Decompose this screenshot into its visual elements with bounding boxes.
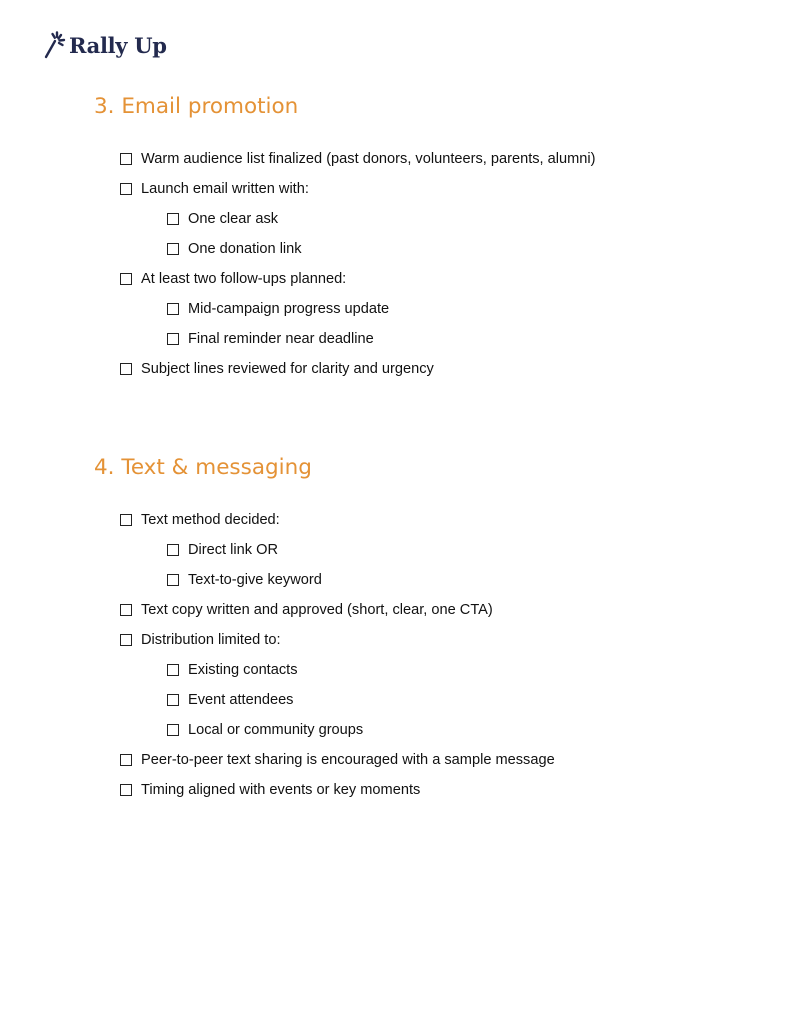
checkbox[interactable] [120,363,132,375]
checkbox[interactable] [120,754,132,766]
checkbox[interactable] [120,784,132,796]
checklist-item-label: One clear ask [188,211,279,227]
checklist-item-label: One donation link [188,241,302,257]
checklist-subitem[interactable] [0,324,596,354]
checklist-subitem[interactable] [0,685,555,715]
checkbox[interactable] [120,604,132,616]
checkbox[interactable] [167,694,179,706]
checkbox[interactable] [167,243,179,255]
checkbox[interactable] [120,273,132,285]
checklist-item-label: Direct link OR [188,542,279,558]
text-messaging-checklist [0,505,555,805]
checklist-item-label: Timing aligned with events or key moments [141,782,421,798]
checklist-item[interactable] [0,264,596,294]
checklist-item-label: Local or community groups [188,722,364,738]
checklist-subitem[interactable] [0,535,555,565]
checklist-item[interactable] [0,775,555,805]
checklist-item-label: Mid-campaign progress update [188,301,390,317]
checklist-item[interactable] [0,505,555,535]
checklist-subitem[interactable] [0,655,555,685]
checkbox[interactable] [167,664,179,676]
checklist-item-label: Existing contacts [188,662,298,678]
checklist-item[interactable] [0,745,555,775]
checkbox[interactable] [120,153,132,165]
checklist-item[interactable] [0,625,555,655]
checklist-subitem[interactable] [0,715,555,745]
checklist-item-label: Distribution limited to: [141,632,281,648]
sparkle-icon [44,31,66,59]
checkbox[interactable] [120,634,132,646]
checkbox[interactable] [167,574,179,586]
checkbox[interactable] [120,514,132,526]
checkbox[interactable] [120,183,132,195]
checklist-subitem[interactable] [0,204,596,234]
checklist-subitem[interactable] [0,294,596,324]
checklist-item-label: Subject lines reviewed for clarity and urgency [141,361,434,377]
checklist-item-label: Final reminder near deadline [188,331,374,347]
checklist-item-label: Peer-to-peer text sharing is encouraged with a sample message [141,752,555,768]
checklist-item[interactable] [0,595,555,625]
checklist-item-label: Text method decided: [141,512,280,528]
checkbox[interactable] [167,213,179,225]
checklist-subitem[interactable] [0,234,596,264]
checklist-item-label: Text copy written and approved (short, clear, one CTA) [141,602,493,618]
section-title-email-promotion: 3. Email promotion [94,94,299,119]
brand-name: Rally Up [69,32,167,58]
checkbox[interactable] [167,303,179,315]
checkbox[interactable] [167,724,179,736]
checkbox[interactable] [167,544,179,556]
checklist-subitem[interactable] [0,565,555,595]
checklist-item-label: Launch email written with: [141,181,309,197]
checklist-item-label: Warm audience list finalized (past donors, volunteers, parents, alumni) [141,151,596,167]
checklist-item[interactable] [0,144,596,174]
checklist-item[interactable] [0,174,596,204]
checklist-item-label: Text-to-give keyword [188,572,322,588]
checklist-item-label: Event attendees [188,692,294,708]
email-promotion-checklist [0,144,596,384]
checklist-item[interactable] [0,354,596,384]
checklist-item-label: At least two follow-ups planned: [141,271,347,287]
checkbox[interactable] [167,333,179,345]
section-title-text-messaging: 4. Text & messaging [94,455,312,480]
rally-up-logo [44,31,167,59]
